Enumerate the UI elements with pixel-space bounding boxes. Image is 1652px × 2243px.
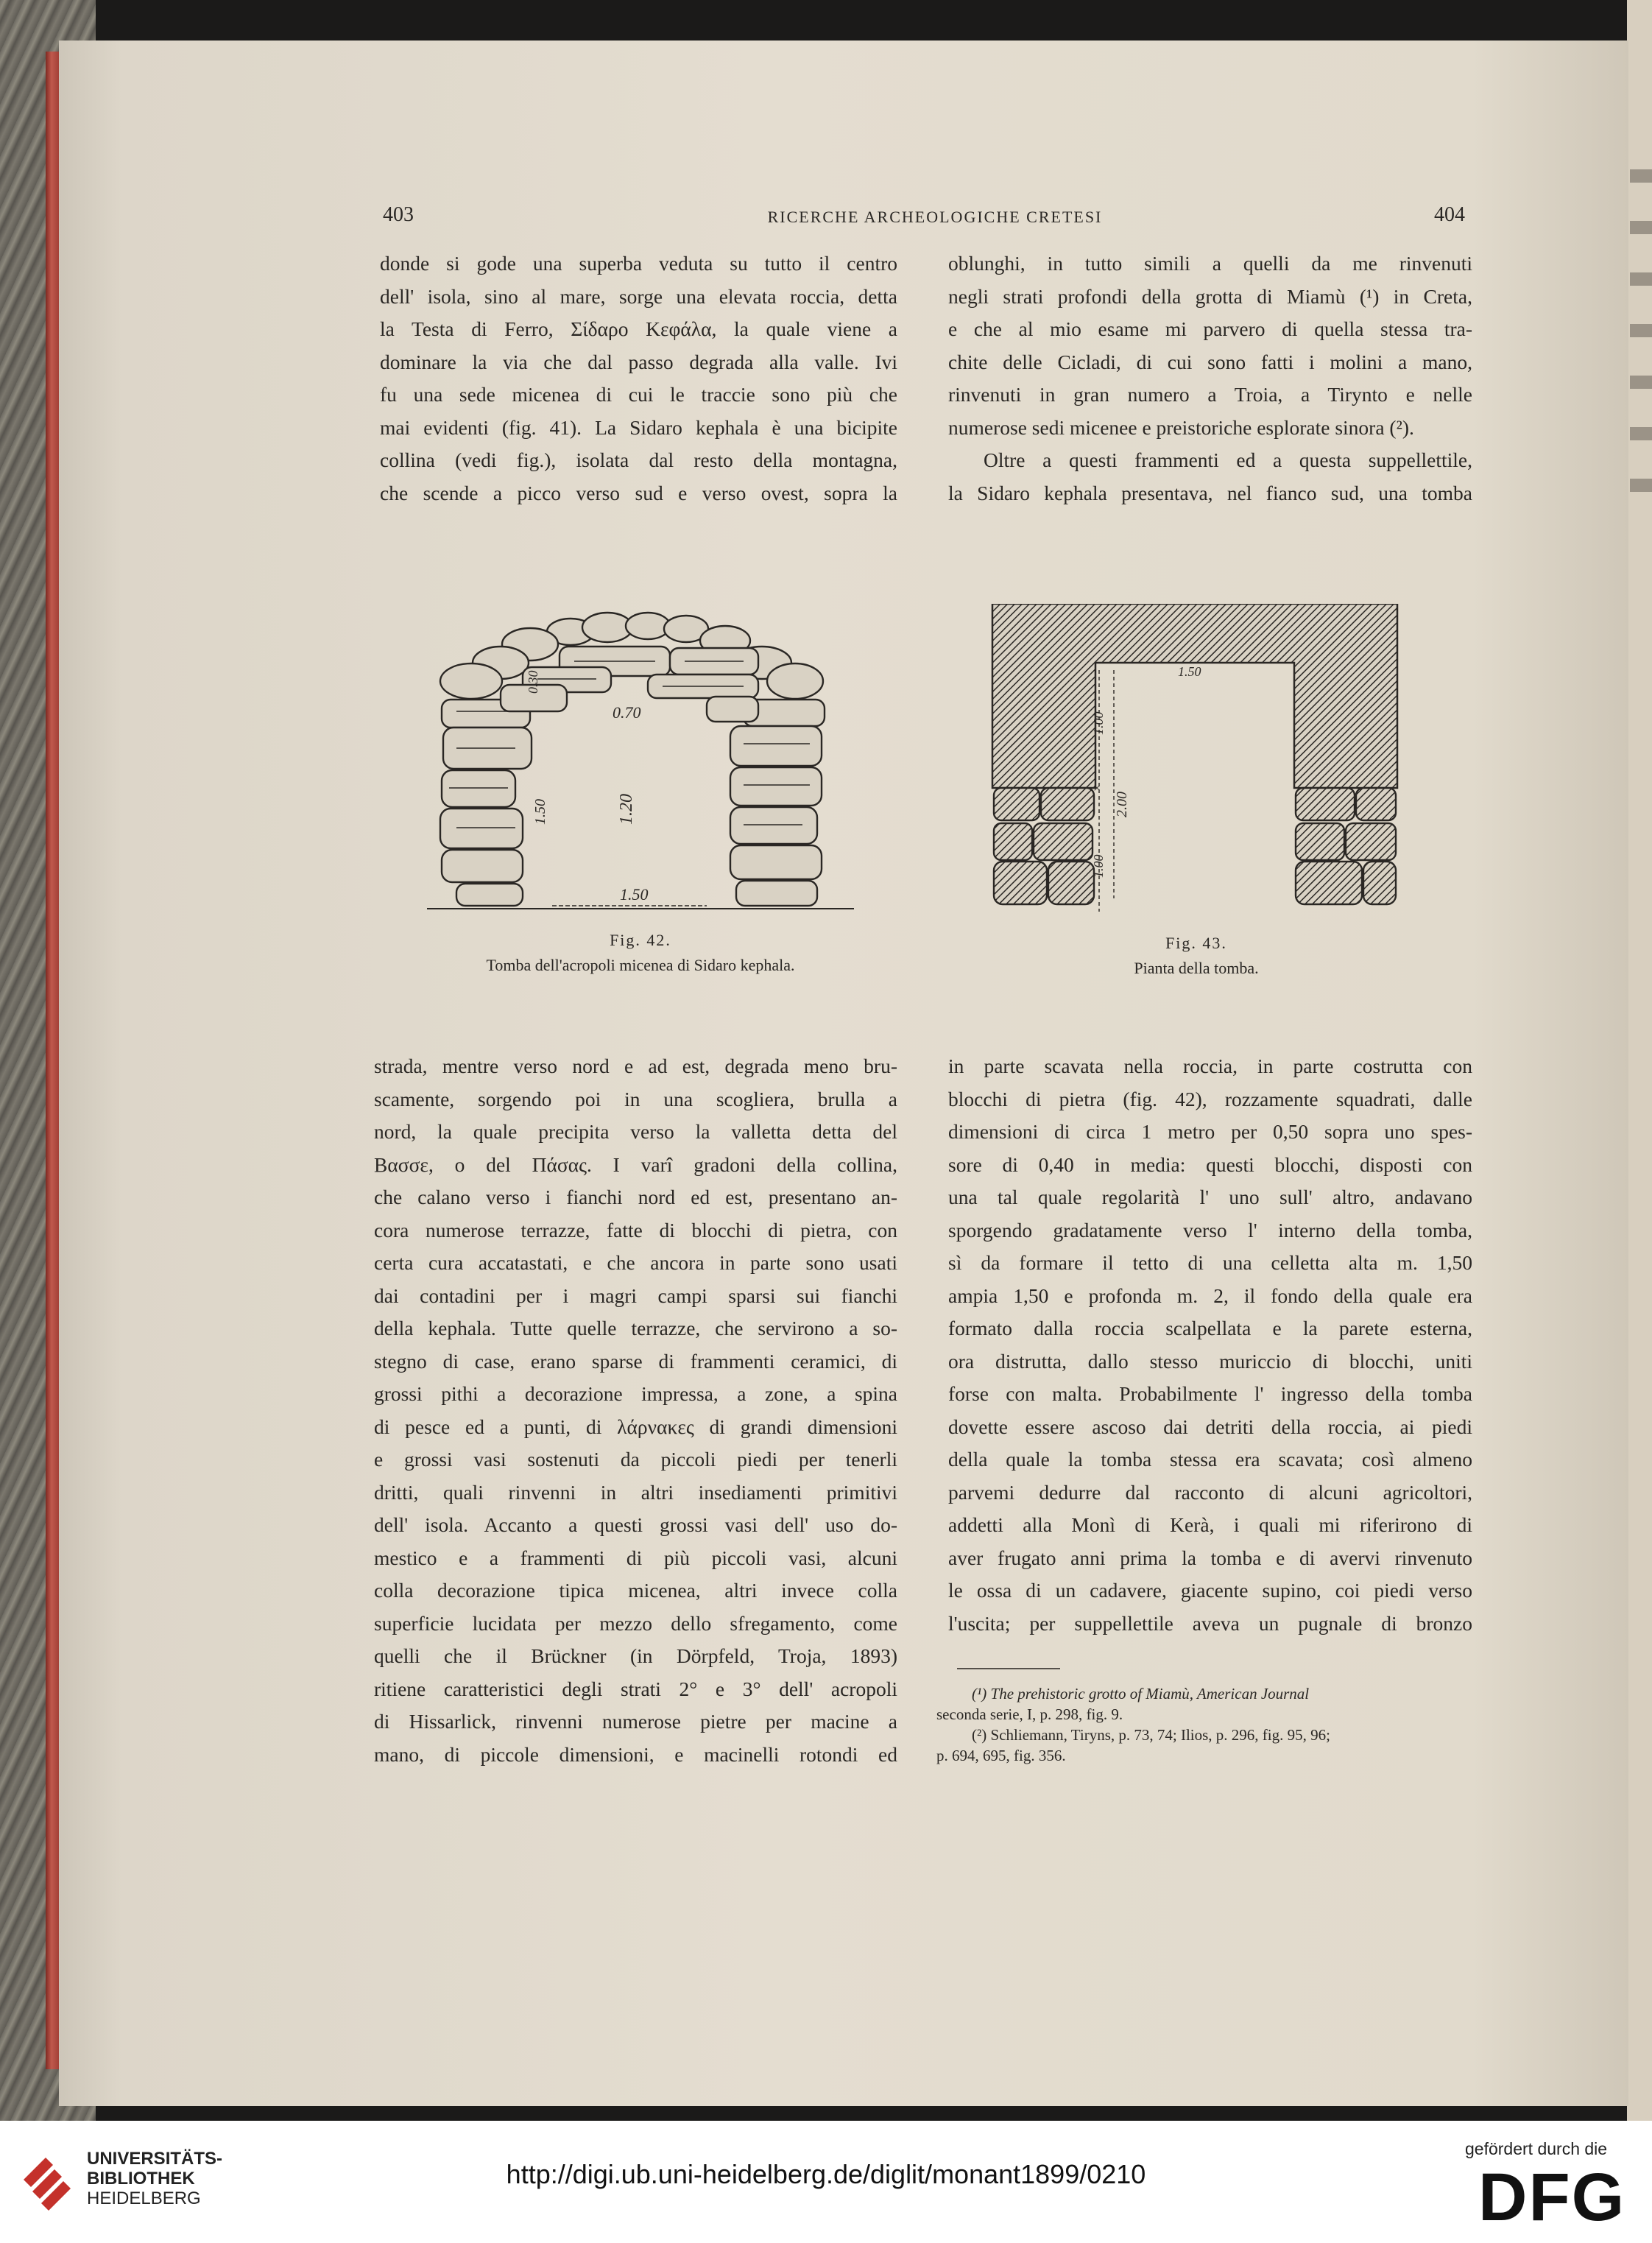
- footnote-2-line-1: (²) Schliemann, Tiryns, p. 73, 74; Ilios, p. 296, fig. 95, 96;: [972, 1726, 1330, 1744]
- text-line: mai evidenti (fig. 41). La Sidaro kephala è una bicipite: [380, 415, 897, 439]
- text-line: in parte scavata nella roccia, in parte costrutta con: [948, 1054, 1472, 1077]
- library-name-line-3: HEIDELBERG: [87, 2189, 201, 2208]
- text-line: Βασσε, o del Πάσας. I varî gradoni della collina,: [374, 1152, 897, 1176]
- text-line: la Testa di Ferro, Σίδαρο Κεφάλα, la quale viene a: [380, 317, 897, 340]
- figure-42-number: Fig. 42.: [610, 931, 671, 949]
- text-line: Oltre a questi frammenti ed a questa suppellettile,: [984, 448, 1472, 471]
- footnote-1-line-1: (¹) The prehistoric grotto of Miamù, American Journal: [972, 1685, 1310, 1703]
- text-line: addetti alla Monì di Kerà, i quali mi riferirono di: [948, 1513, 1472, 1536]
- library-name-line-1: UNIVERSITÄTS-: [87, 2149, 223, 2169]
- permalink-url[interactable]: http://digi.ub.uni-heidelberg.de/diglit/monant1899/0210: [506, 2159, 1146, 2189]
- library-name-line-2: BIBLIOTHEK: [87, 2169, 195, 2189]
- footnote-1-line-2: seconda serie, I, p. 298, fig. 9.: [936, 1705, 1123, 1723]
- text-line: superficie lucidata per mezzo dello sfregamento, come: [374, 1611, 897, 1635]
- fig43-label-upper: 1.00: [1091, 711, 1106, 735]
- text-line: e che al mio esame mi parvero di quella stessa tra-: [948, 317, 1472, 340]
- fig42-label-top-gap: 0.70: [613, 703, 641, 722]
- figure-43-tomb-plan: [985, 604, 1405, 913]
- fig43-label-total: 2.00: [1114, 792, 1130, 817]
- footnote-2-line-2: p. 694, 695, fig. 356.: [936, 1747, 1066, 1764]
- text-line: di pesce ed a punti, di λάρνακες di grandi dimensioni: [374, 1415, 897, 1438]
- text-line: formato dalla roccia scalpellata e la parete esterna,: [948, 1317, 1472, 1339]
- fig42-label-center: 1.20: [617, 794, 636, 825]
- fig43-label-lower: 1.00: [1091, 854, 1106, 878]
- figure-43-description: Pianta della tomba.: [1134, 959, 1259, 977]
- fig42-label-left-height: 1.50: [532, 799, 548, 825]
- text-line: collina (vedi fig.), isolata dal resto della montagna,: [380, 448, 897, 471]
- text-line: grossi pithi a decorazione impressa, a zone, a spina: [374, 1382, 897, 1405]
- text-line: sì da formare il tetto di una celletta alta m. 1,50: [948, 1251, 1472, 1274]
- text-line: oblunghi, in tutto simili a quelli da me rinvenuti: [948, 252, 1472, 275]
- text-line: strada, mentre verso nord e ad est, degrada meno bru-: [374, 1054, 897, 1077]
- text-line: numerose sedi micenee e preistoriche esplorate sinora (²).: [948, 415, 1414, 439]
- text-line: mano, di piccole dimensioni, e macinelli rotondi ed: [374, 1742, 897, 1766]
- text-line: l'uscita; per suppellettile aveva un pugnale di bronzo: [948, 1611, 1472, 1635]
- text-line: parvemi dedurre dal racconto di alcuni agricoltori,: [948, 1480, 1472, 1504]
- text-line: chite delle Cicladi, di cui sono fatti i molini a mano,: [948, 350, 1472, 373]
- text-line: della kephala. Tutte quelle terrazze, che servirono a so-: [374, 1317, 897, 1339]
- column-left-top: [380, 247, 897, 510]
- text-line: dritti, quali rinvenni in altri insediamenti primitivi: [374, 1480, 897, 1504]
- column-right-top: [948, 247, 1472, 510]
- text-line: che calano verso i fianchi nord ed est, presentano an-: [374, 1186, 897, 1208]
- text-line: quelli che il Brückner (in Dörpfeld, Troja, 1893): [374, 1644, 897, 1667]
- fig42-label-bottom: 1.50: [620, 885, 649, 904]
- text-line: fu una sede micenea di cui le traccie sono più che: [380, 383, 897, 406]
- text-line: della quale la tomba stessa era scavata; così almeno: [948, 1448, 1472, 1471]
- text-line: ritiene caratteristici degli strati 2° e 3° dell' acropoli: [374, 1677, 897, 1700]
- footnote-rule: [957, 1668, 1060, 1669]
- column-right-bottom: [948, 1050, 1472, 1640]
- text-line: blocchi di pietra (fig. 42), rozzamente squadrati, dalle: [948, 1087, 1472, 1110]
- text-line: forse con malta. Probabilmente l' ingresso della tomba: [948, 1382, 1472, 1405]
- text-line: ora distrutta, dallo stesso muriccio di blocchi, uniti: [948, 1349, 1472, 1373]
- footnotes: [936, 1683, 1478, 1766]
- text-line: certa cura accatastati, e che ancora in parte sono usati: [374, 1251, 897, 1274]
- text-line: mestico e a frammenti di più piccoli vasi, alcuni: [374, 1546, 897, 1569]
- text-line: la Sidaro kephala presentava, nel fianco sud, una tomba: [948, 481, 1472, 504]
- figure-43-caption: [986, 934, 1406, 978]
- text-line: dominare la via che dal passo degrada alla valle. Ivi: [380, 350, 897, 373]
- figure-42-caption: [412, 931, 869, 975]
- running-title: RICERCHE ARCHEOLOGICHE CRETESI: [767, 208, 1103, 226]
- text-line: dell' isola. Accanto a questi grossi vasi dell' uso do-: [374, 1513, 897, 1536]
- figure-43-number: Fig. 43.: [1165, 934, 1227, 952]
- text-line: dovette essere ascoso dai detriti della roccia, ai piedi: [948, 1415, 1472, 1438]
- column-left-bottom: [374, 1050, 897, 1771]
- footer-bar: [0, 2121, 1652, 2243]
- text-line: aver frugato anni prima la tomba e di avervi rinvenuto: [948, 1546, 1472, 1569]
- text-line: negli strati profondi della grotta di Miamù (¹) in Creta,: [948, 284, 1472, 308]
- text-line: sporgendo gradatamente verso l' interno della tomba,: [948, 1218, 1472, 1242]
- text-line: ampia 1,50 e profonda m. 2, il fondo della quale era: [948, 1284, 1472, 1307]
- dfg-logo: DFG: [1478, 2160, 1626, 2235]
- text-line: le ossa di un cadavere, giacente supino, coi piedi verso: [948, 1579, 1472, 1602]
- text-line: dell' isola, sino al mare, sorge una elevata roccia, detta: [380, 284, 897, 308]
- text-line: dimensioni di circa 1 metro per 0,50 sopra uno spes-: [948, 1120, 1472, 1143]
- text-line: scamente, sorgendo poi in una scogliera, brulla a: [374, 1087, 897, 1110]
- text-line: una tal quale regolarità l' uno sull' altro, andavano: [948, 1186, 1472, 1208]
- fig43-label-top: 1.50: [1178, 664, 1201, 679]
- text-line: e grossi vasi sostenuti da piccoli piedi per tenerli: [374, 1448, 897, 1471]
- text-line: che scende a picco verso sud e verso ovest, sopra la: [380, 481, 897, 504]
- funded-by-text: gefördert durch die: [1465, 2139, 1608, 2158]
- next-page-edge: [1627, 0, 1652, 2121]
- page-number-right: 404: [1434, 203, 1465, 226]
- text-line: cora numerose terrazze, fatte di blocchi di pietra, con: [374, 1218, 897, 1242]
- text-line: stegno di case, erano sparse di frammenti ceramici, di: [374, 1349, 897, 1373]
- text-line: colla decorazione tipica micenea, altri invece colla: [374, 1579, 897, 1602]
- text-line: dai contadini per i magri campi sparsi sui fianchi: [374, 1284, 897, 1307]
- svg-text:×: ×: [1093, 781, 1101, 795]
- page-number-left: 403: [383, 203, 414, 226]
- text-line: di Hissarlick, rinvenni numerose pietre per macine a: [374, 1710, 897, 1733]
- text-line: sore di 0,40 in media: questi blocchi, disposti con: [948, 1152, 1472, 1176]
- fig42-label-left-block: 0.30: [526, 670, 540, 694]
- figure-42-description: Tomba dell'acropoli micenea di Sidaro kephala.: [486, 956, 795, 974]
- text-line: nord, la quale precipita verso la valletta detta del: [374, 1120, 897, 1143]
- text-line: donde si gode una superba veduta su tutto il centro: [380, 252, 897, 275]
- red-page-edge: [46, 52, 60, 2069]
- figure-42-tomb-elevation: [427, 604, 854, 920]
- text-line: rinvenuti in gran numero a Troia, a Tirynto e nelle: [948, 383, 1472, 406]
